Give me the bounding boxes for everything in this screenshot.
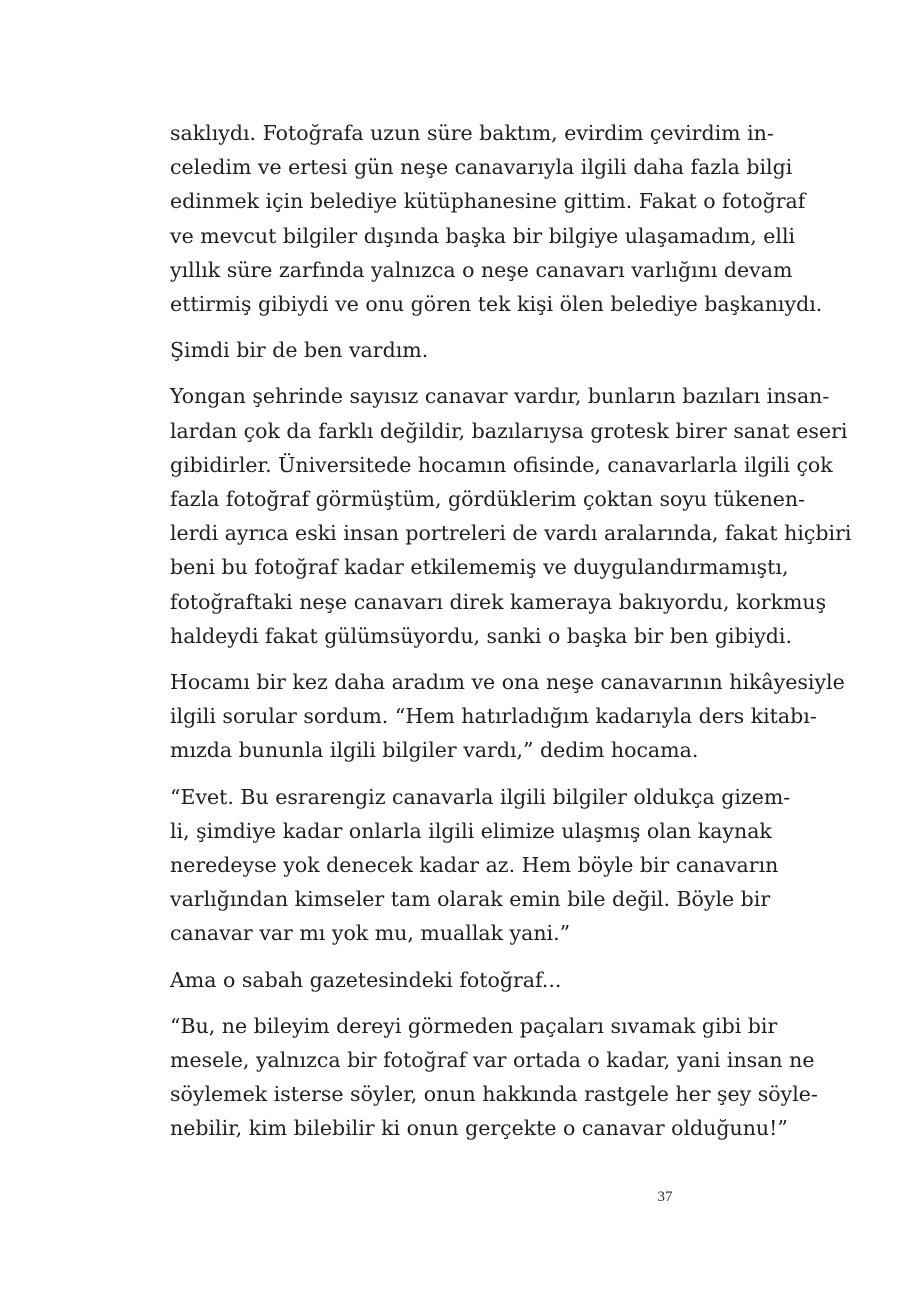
text-line: edinmek için belediye kütüphanesine gittim. Fakat o fotoğraf — [170, 189, 806, 214]
paragraph-5 — [170, 780, 791, 951]
text-line: nebilir, kim bilebilir ki onun gerçekte o canavar olduğunu!” — [170, 1116, 788, 1141]
text-line: neredeyse yok denecek kadar az. Hem böyle bir canavarın — [170, 853, 779, 878]
text-line: söylemek isterse söyler, onun hakkında rastgele her şey söyle- — [170, 1082, 818, 1107]
text-line: ve mevcut bilgiler dışında başka bir bilgiye ulaşamadım, elli — [170, 223, 796, 248]
text-line: fotoğraftaki neşe canavarı direk kameraya bakıyordu, korkmuş — [170, 589, 827, 614]
paragraph-4 — [170, 665, 845, 768]
text-line: “Bu, ne bileyim dereyi görmeden paçaları sıvamak gibi bir — [170, 1013, 778, 1038]
paragraph-1 — [170, 116, 823, 321]
text-line: varlığından kimseler tam olarak emin bile değil. Böyle bir — [170, 887, 771, 912]
page-number: 37 — [657, 1189, 673, 1205]
body-text — [170, 116, 852, 1158]
text-line: haldeydi fakat gülümsüyordu, sanki o başka bir ben gibiydi. — [170, 623, 792, 648]
text-line: lerdi ayrıca eski insan portreleri de vardı aralarında, fakat hiçbiri — [170, 521, 852, 546]
text-line: mızda bununla ilgili bilgiler vardı,” dedim hocama. — [170, 738, 699, 763]
text-line: celedim ve ertesi gün neşe canavarıyla ilgili daha fazla bilgi — [170, 155, 793, 180]
text-line: Ama o sabah gazetesindeki fotoğraf... — [170, 967, 562, 992]
text-line: beni bu fotoğraf kadar etkilememiş ve duygulandırmamıştı, — [170, 555, 789, 580]
text-line: yıllık süre zarfında yalnızca o neşe canavarı varlığını devam — [170, 257, 793, 282]
text-line: Yongan şehrinde sayısız canavar vardır, bunların bazıları insan- — [170, 384, 830, 409]
text-line: ettirmiş gibiydi ve onu gören tek kişi ölen belediye başkanıydı. — [170, 292, 823, 317]
paragraph-7 — [170, 1009, 818, 1146]
text-line: fazla fotoğraf görmüştüm, gördüklerim çoktan soyu tükenen- — [170, 487, 806, 512]
text-line: saklıydı. Fotoğrafa uzun süre baktım, evirdim çevirdim in- — [170, 121, 774, 145]
text-line: “Evet. Bu esrarengiz canavarla ilgili bilgiler oldukça gizem- — [170, 784, 791, 809]
text-line: canavar var mı yok mu, muallak yani.” — [170, 921, 571, 946]
paragraph-3 — [170, 379, 852, 653]
paragraph-2 — [170, 333, 726, 367]
text-line: Hocamı bir kez daha aradım ve ona neşe canavarının hikâyesiyle — [170, 670, 845, 695]
text-line: li, şimdiye kadar onlarla ilgili elimize ulaşmış olan kaynak — [170, 818, 772, 843]
text-line: Şimdi bir de ben vardım. — [170, 338, 429, 363]
text-line: mesele, yalnızca bir fotoğraf var ortada o kadar, yani insan ne — [170, 1048, 815, 1073]
text-line: gibidirler. Üniversitede hocamın ofisinde, canavarlarla ilgili çok — [170, 452, 833, 477]
text-line: ilgili sorular sordum. “Hem hatırladığım kadarıyla ders kitabı- — [170, 704, 817, 729]
text-line: lardan çok da farklı değildir, bazılarıysa grotesk birer sanat eseri — [170, 418, 848, 443]
paragraph-6 — [170, 963, 726, 997]
